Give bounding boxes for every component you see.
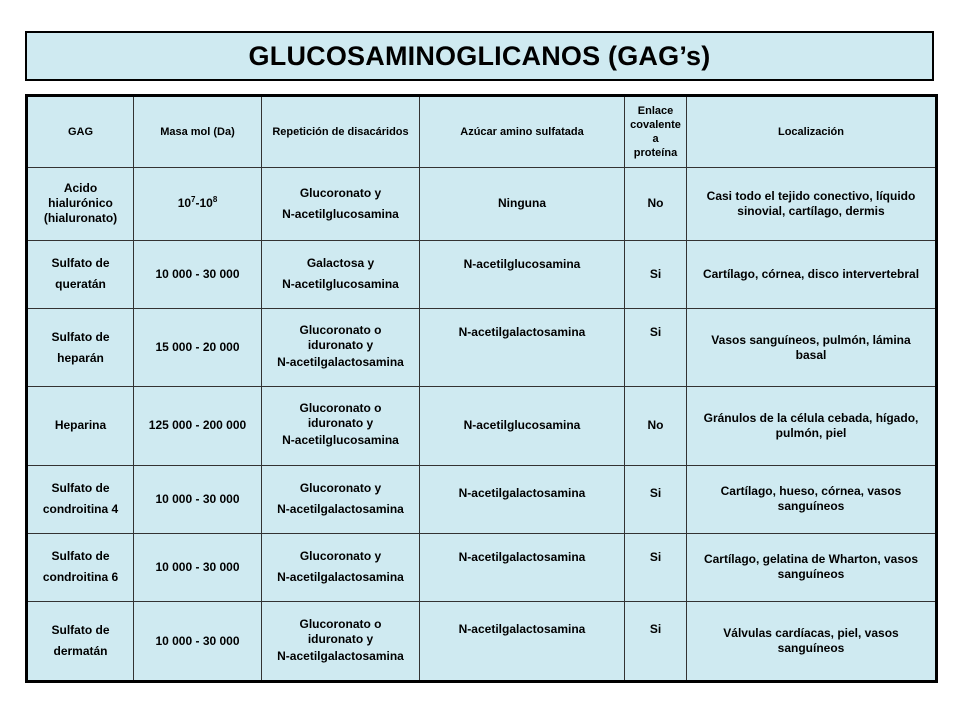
cell-mass: 10 000 - 30 000	[134, 602, 262, 682]
cell-sugar: N-acetilgalactosamina	[420, 533, 625, 601]
cell-link: Si	[625, 602, 687, 682]
cell-sugar: N-acetilglucosamina	[420, 387, 625, 465]
gag-name-line: dermatán	[53, 644, 108, 659]
repeat-line: N-acetilgalactosamina	[277, 570, 404, 585]
repeat-line: N-acetilglucosamina	[282, 433, 399, 448]
cell-repeat	[262, 168, 420, 241]
cell-mass: 125 000 - 200 000	[134, 387, 262, 465]
repeat-line: Glucoronato o	[299, 616, 382, 631]
cell-repeat	[262, 465, 420, 533]
cell-location: Casi todo el tejido conectivo, líquido sinovial, cartílago, dermis	[687, 168, 937, 241]
mass-exponent: 8	[212, 195, 218, 205]
cell-repeat	[262, 602, 420, 682]
table-row	[27, 387, 937, 465]
gag-name-line: Heparina	[54, 418, 107, 433]
gag-name-line: condroitina 4	[42, 502, 119, 517]
cell-gag	[27, 168, 134, 241]
repeat-line: Glucoronato o	[299, 401, 382, 416]
cell-mass	[134, 168, 262, 241]
cell-link: Si	[625, 465, 687, 533]
cell-sugar: N-acetilglucosamina	[420, 240, 625, 308]
cell-location: Válvulas cardíacas, piel, vasos sanguíneos	[687, 602, 937, 682]
table-row	[27, 533, 937, 601]
cell-link: No	[625, 387, 687, 465]
cell-location: Cartílago, hueso, córnea, vasos sanguíneos	[687, 465, 937, 533]
cell-gag	[27, 387, 134, 465]
cell-gag	[27, 308, 134, 386]
gag-name-line: Acido	[63, 181, 98, 196]
cell-link: No	[625, 168, 687, 241]
gag-name-line: Sulfato de	[51, 481, 110, 496]
repeat-line: N-acetilglucosamina	[282, 206, 399, 221]
gag-name-line: Sulfato de	[51, 329, 110, 344]
cell-location: Cartílago, gelatina de Wharton, vasos sanguíneos	[687, 533, 937, 601]
header-mass: Masa mol (Da)	[134, 96, 262, 168]
header-gag: GAG	[27, 96, 134, 168]
cell-location: Cartílago, córnea, disco intervertebral	[687, 240, 937, 308]
header-repeat: Repetición de disacáridos	[262, 96, 420, 168]
repeat-line: Glucoronato o	[299, 323, 382, 338]
table-row	[27, 168, 937, 241]
table-row	[27, 240, 937, 308]
gag-name-line: (hialuronato)	[43, 211, 118, 226]
repeat-line: N-acetilgalactosamina	[277, 648, 404, 663]
mass-base: -10	[195, 196, 213, 211]
gag-name-line: Sulfato de	[51, 623, 110, 638]
gag-name-line: queratán	[55, 277, 106, 292]
cell-link: Si	[625, 308, 687, 386]
page-title: GLUCOSAMINOGLICANOS (GAG’s)	[248, 40, 711, 71]
table-row	[27, 465, 937, 533]
cell-sugar: N-acetilgalactosamina	[420, 602, 625, 682]
repeat-line: N-acetilgalactosamina	[277, 502, 404, 517]
cell-gag	[27, 533, 134, 601]
cell-repeat	[262, 308, 420, 386]
repeat-line: iduronato y	[307, 338, 374, 353]
gag-name-line: Sulfato de	[51, 256, 110, 271]
cell-gag	[27, 465, 134, 533]
cell-gag	[27, 602, 134, 682]
cell-sugar: N-acetilgalactosamina	[420, 465, 625, 533]
title-banner	[25, 31, 934, 81]
header-link: Enlace covalente a proteína	[625, 96, 687, 168]
cell-mass: 10 000 - 30 000	[134, 465, 262, 533]
table-row	[27, 602, 937, 682]
cell-location: Gránulos de la célula cebada, hígado, pulmón, piel	[687, 387, 937, 465]
gag-name-line: Sulfato de	[51, 549, 110, 564]
repeat-line: Glucoronato y	[299, 185, 382, 200]
repeat-line: N-acetilglucosamina	[282, 277, 399, 292]
header-location: Localización	[687, 96, 937, 168]
gag-table	[25, 94, 938, 683]
repeat-line: iduronato y	[307, 416, 374, 431]
cell-repeat	[262, 387, 420, 465]
repeat-line: Galactosa y	[306, 256, 375, 271]
cell-sugar: N-acetilgalactosamina	[420, 308, 625, 386]
table-header-row	[27, 96, 937, 168]
cell-repeat	[262, 240, 420, 308]
gag-name-line: hialurónico	[48, 196, 113, 211]
header-sugar: Azúcar amino sulfatada	[420, 96, 625, 168]
cell-link: Si	[625, 533, 687, 601]
table-row	[27, 308, 937, 386]
cell-mass: 10 000 - 30 000	[134, 533, 262, 601]
cell-repeat	[262, 533, 420, 601]
cell-gag	[27, 240, 134, 308]
cell-location: Vasos sanguíneos, pulmón, lámina basal	[687, 308, 937, 386]
gag-name-line: condroitina 6	[42, 570, 119, 585]
repeat-line: Glucoronato y	[299, 481, 382, 496]
repeat-line: iduronato y	[307, 631, 374, 646]
mass-base: 10	[177, 196, 192, 211]
cell-sugar: Ninguna	[420, 168, 625, 241]
repeat-line: N-acetilgalactosamina	[277, 355, 404, 370]
cell-mass: 15 000 - 20 000	[134, 308, 262, 386]
mass-exponent: 7	[191, 195, 196, 205]
cell-link: Si	[625, 240, 687, 308]
repeat-line: Glucoronato y	[299, 549, 382, 564]
cell-mass: 10 000 - 30 000	[134, 240, 262, 308]
gag-name-line: heparán	[57, 350, 104, 365]
